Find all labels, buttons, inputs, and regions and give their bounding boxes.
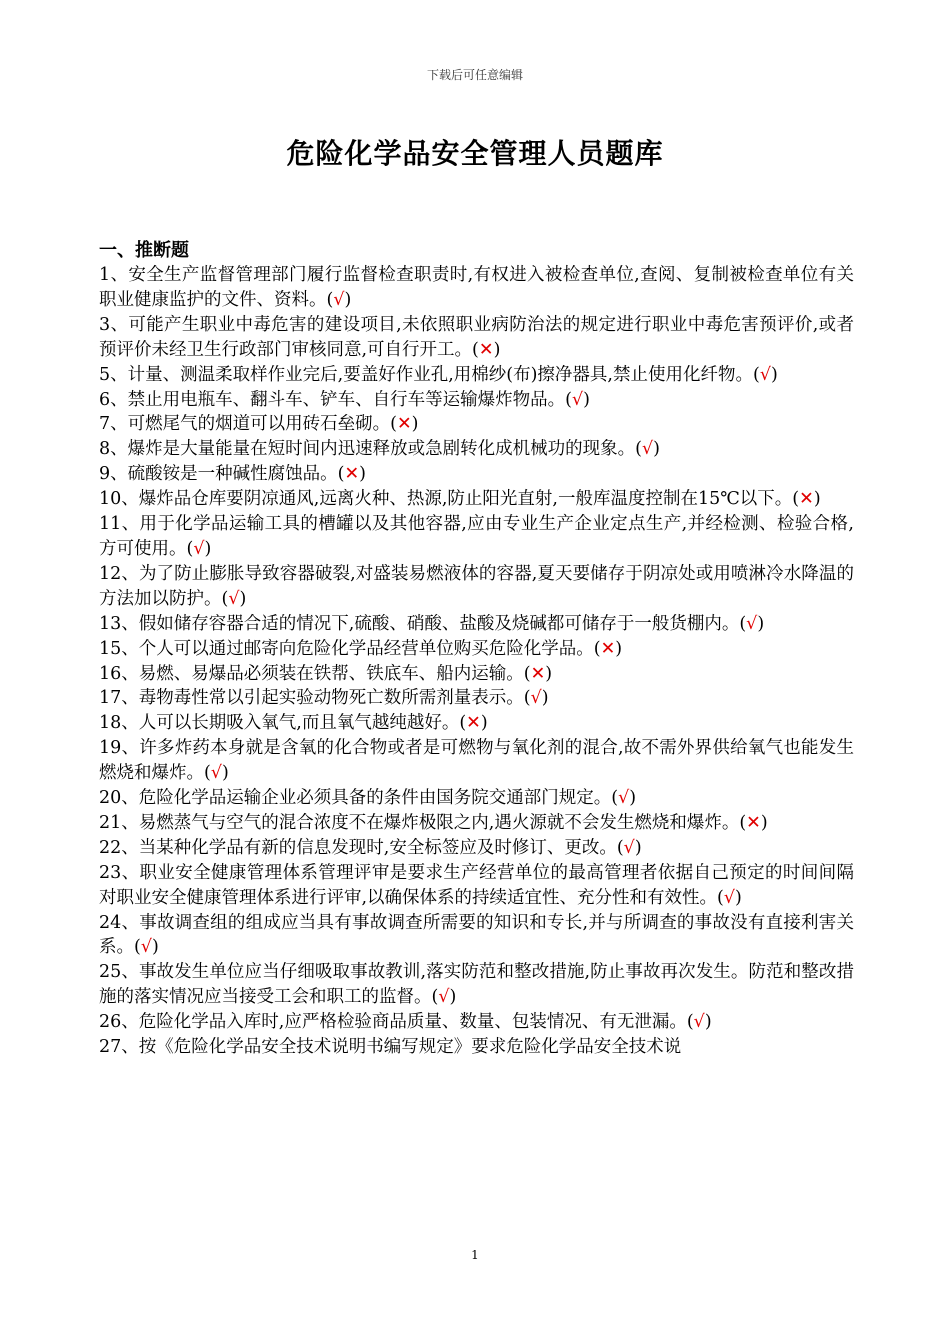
question-text: 27、按《危险化学品安全技术说明书编写规定》要求危险化学品安全技术说 bbox=[99, 1037, 682, 1058]
answer-close-paren: ) bbox=[204, 538, 212, 559]
check-mark-icon: √ bbox=[693, 1012, 705, 1033]
question-text: 9、硫酸铵是一种碱性腐蚀品。( bbox=[99, 464, 345, 485]
cross-mark-icon: ✕ bbox=[799, 489, 814, 510]
check-mark-icon: √ bbox=[193, 538, 205, 559]
question-item bbox=[99, 960, 854, 1010]
answer-close-paren: ) bbox=[760, 812, 768, 833]
cross-mark-icon: ✕ bbox=[466, 713, 481, 734]
question-text: 24、事故调查组的组成应当具有事故调查所需要的知识和专长,并与所调查的事故没有直接利害关系。( bbox=[99, 912, 854, 958]
question-text: 21、易燃蒸气与空气的混合浓度不在爆炸极限之内,遇火源就不会发生燃烧和爆炸。( bbox=[99, 812, 747, 833]
answer-close-paren: ) bbox=[221, 763, 229, 784]
question-item bbox=[99, 686, 854, 711]
question-item bbox=[99, 562, 854, 612]
check-mark-icon: √ bbox=[571, 389, 584, 410]
question-text: 19、许多炸药本身就是含氧的化合物或者是可燃物与氧化剂的混合,故不需外界供给氧气也能发生燃烧和爆炸。( bbox=[99, 738, 854, 784]
question-item bbox=[99, 811, 854, 836]
check-mark-icon: √ bbox=[746, 613, 758, 634]
cross-mark-icon: ✕ bbox=[478, 339, 494, 360]
answer-close-paren: ) bbox=[239, 588, 247, 609]
question-item bbox=[99, 512, 854, 562]
answer-close-paren: ) bbox=[813, 489, 821, 510]
question-text: 7、可燃尾气的烟道可以用砖石垒砌。( bbox=[99, 414, 397, 435]
answer-close-paren: ) bbox=[735, 887, 742, 908]
header-note: 下载后可任意编辑 bbox=[426, 68, 523, 82]
answer-close-paren: ) bbox=[493, 339, 501, 360]
answer-close-paren: ) bbox=[449, 987, 457, 1008]
document-title: 危险化学品安全管理人员题库 bbox=[286, 137, 664, 170]
answer-close-paren: ) bbox=[615, 638, 623, 659]
question-text: 25、事故发生单位应当仔细吸取事故教训,落实防范和整改措施,防止事故再次发生。防范和整改措施的落实情况应当接受工会和职工的监督。( bbox=[99, 962, 854, 1008]
question-item bbox=[99, 1035, 854, 1060]
check-mark-icon: √ bbox=[641, 439, 654, 460]
cross-mark-icon: ✕ bbox=[600, 638, 616, 659]
check-mark-icon: √ bbox=[333, 289, 345, 310]
question-text: 18、人可以长期吸入氧气,而且氧气越纯越好。( bbox=[99, 713, 467, 734]
question-text: 23、职业安全健康管理体系管理评审是要求生产经营单位的最高管理者依据自己预定的时间间隔对职业安全健康管理体系进行评审,以确保体系的持续适宜性、充分性和有效性。( bbox=[99, 862, 854, 908]
question-item bbox=[99, 388, 854, 413]
answer-close-paren: ) bbox=[634, 837, 642, 858]
check-mark-icon: √ bbox=[228, 588, 240, 609]
check-mark-icon: √ bbox=[759, 364, 771, 385]
answer-close-paren: ) bbox=[359, 464, 366, 485]
answer-close-paren: ) bbox=[629, 788, 637, 809]
check-mark-icon: √ bbox=[438, 987, 450, 1008]
question-text: 11、用于化学品运输工具的槽罐以及其他容器,应由专业生产企业定点生产,并经检测、检验合格,方可使用。( bbox=[99, 514, 854, 559]
content-body bbox=[99, 238, 854, 1060]
answer-close-paren: ) bbox=[770, 364, 778, 385]
question-text: 15、个人可以通过邮寄向危险化学品经营单位购买危险化学品。( bbox=[99, 638, 601, 659]
answer-close-paren: ) bbox=[545, 663, 553, 684]
question-item bbox=[99, 437, 854, 462]
check-mark-icon: √ bbox=[210, 763, 222, 784]
question-item bbox=[99, 861, 854, 911]
answer-close-paren: ) bbox=[151, 937, 159, 958]
cross-mark-icon: ✕ bbox=[746, 812, 761, 833]
answer-close-paren: ) bbox=[411, 414, 419, 435]
question-item bbox=[99, 836, 854, 861]
check-mark-icon: √ bbox=[618, 788, 630, 809]
section-title: 一、推断题 bbox=[99, 240, 189, 261]
answer-close-paren: ) bbox=[541, 688, 549, 709]
question-item bbox=[99, 612, 854, 637]
answer-close-paren: ) bbox=[583, 389, 590, 410]
cross-mark-icon: ✕ bbox=[344, 464, 360, 485]
check-mark-icon: √ bbox=[623, 837, 635, 858]
question-text: 16、易燃、易爆品必须装在铁帮、铁底车、船内运输。( bbox=[99, 663, 531, 684]
question-item bbox=[99, 263, 854, 313]
question-item bbox=[99, 1010, 854, 1035]
question-text: 22、当某种化学品有新的信息发现时,安全标签应及时修订、更改。( bbox=[99, 837, 624, 858]
question-text: 5、计量、测温柔取样作业完后,要盖好作业孔,用棉纱(布)擦净器具,禁止使用化纤物。( bbox=[99, 364, 760, 385]
question-item bbox=[99, 736, 854, 786]
question-item bbox=[99, 711, 854, 736]
question-text: 26、危险化学品入库时,应严格检验商品质量、数量、包装情况、有无泄漏。( bbox=[99, 1012, 694, 1033]
check-mark-icon: √ bbox=[723, 887, 736, 908]
question-text: 12、为了防止膨胀导致容器破裂,对盛装易燃液体的容器,夏天要储存于阴凉处或用喷淋冷水降温的方法加以防护。( bbox=[99, 563, 854, 609]
answer-close-paren: ) bbox=[704, 1012, 712, 1033]
question-item bbox=[99, 487, 854, 512]
question-text: 1、安全生产监督管理部门履行监督检查职责时,有权进入被检查单位,查阅、复制被检查单位有关职业健康监护的文件、资料。( bbox=[99, 265, 854, 310]
answer-close-paren: ) bbox=[344, 289, 352, 310]
question-item bbox=[99, 911, 854, 961]
question-item bbox=[99, 786, 854, 811]
question-text: 8、爆炸是大量能量在短时间内迅速释放或急剧转化成机械功的现象。( bbox=[99, 439, 642, 460]
question-item bbox=[99, 412, 854, 437]
question-item bbox=[99, 313, 854, 363]
question-item bbox=[99, 637, 854, 662]
question-text: 10、爆炸品仓库要阴凉通风,远离火种、热源,防止阳光直射,一般库温度控制在15℃以下。( bbox=[99, 489, 800, 510]
question-text: 3、可能产生职业中毒危害的建设项目,未依照职业病防治法的规定进行职业中毒危害预评价,或者预评价未经卫生行政部门审核同意,可自行开工。( bbox=[99, 314, 854, 360]
question-text: 13、假如储存容器合适的情况下,硫酸、硝酸、盐酸及烧碱都可储存于一般货棚内。( bbox=[99, 613, 747, 634]
question-item bbox=[99, 363, 854, 388]
page-number: 1 bbox=[471, 1248, 479, 1262]
answer-close-paren: ) bbox=[653, 439, 660, 460]
question-text: 6、禁止用电瓶车、翻斗车、铲车、自行车等运输爆炸物品。( bbox=[99, 389, 572, 410]
answer-close-paren: ) bbox=[480, 713, 488, 734]
check-mark-icon: √ bbox=[140, 937, 152, 958]
question-text: 20、危险化学品运输企业必须具备的条件由国务院交通部门规定。( bbox=[99, 788, 619, 809]
cross-mark-icon: ✕ bbox=[396, 414, 412, 435]
question-list bbox=[99, 263, 854, 1060]
check-mark-icon: √ bbox=[530, 688, 542, 709]
question-item bbox=[99, 662, 854, 687]
cross-mark-icon: ✕ bbox=[530, 663, 546, 684]
question-text: 17、毒物毒性常以引起实验动物死亡数所需剂量表示。( bbox=[99, 688, 531, 709]
answer-close-paren: ) bbox=[757, 613, 765, 634]
question-item bbox=[99, 462, 854, 487]
